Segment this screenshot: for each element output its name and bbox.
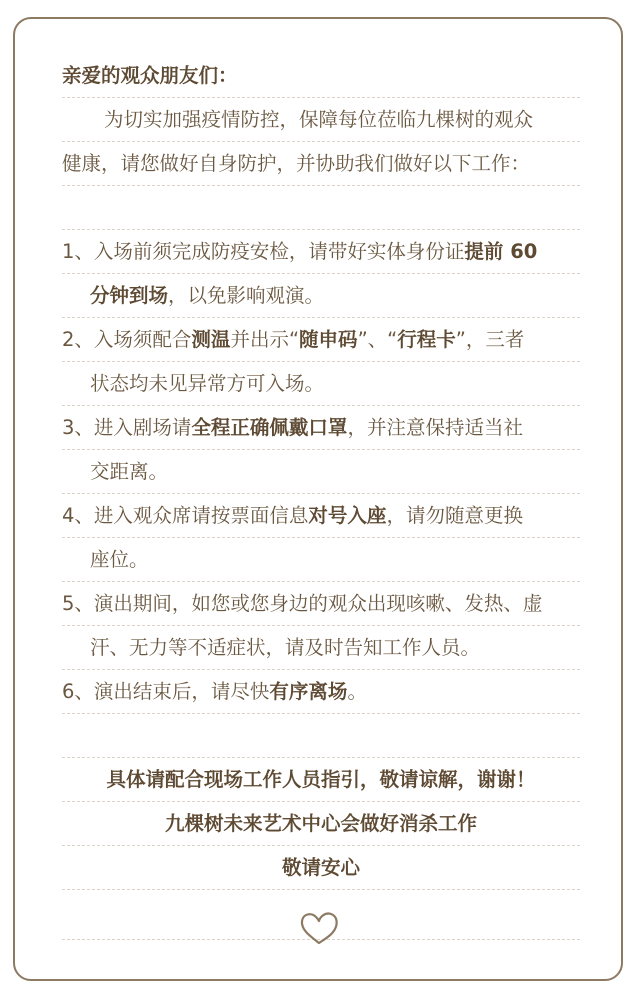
item-text: 并出示“ [230, 328, 300, 351]
notice-item-4-line-1 [62, 494, 580, 538]
item-text: ，请勿随意更换 [386, 504, 523, 527]
heart-icon [298, 909, 340, 947]
emphasis-text: 对号入座 [308, 504, 387, 527]
notice-item-3-line-2 [62, 450, 580, 494]
intro-line-2: 健康，请您做好自身防护，并协助我们做好以下工作： [62, 142, 580, 186]
item-text: 5、演出期间，如您或您身边的观众出现咳嗽、发热、虚 [62, 592, 543, 615]
closing-line-3: 敬请安心 [62, 846, 580, 890]
notice-item-5-line-1 [62, 582, 580, 626]
emphasis-text: 提前 60 [464, 240, 538, 263]
notice-item-5-line-2 [62, 626, 580, 670]
emphasis-text: 行程卡 [397, 328, 456, 351]
notice-item-6-line-1 [62, 670, 580, 714]
item-text: 1、入场前须完成防疫安检，请带好实体身份证 [62, 240, 465, 263]
item-text: ，并注意保持适当社 [347, 416, 523, 439]
notice-item-1-line-1 [62, 230, 580, 274]
item-text: 状态均未见异常方可入场。 [90, 372, 325, 395]
emphasis-text: 随申码 [299, 328, 358, 351]
emphasis-text: 有序离场 [269, 680, 348, 703]
item-text: ，以免影响观演。 [168, 284, 325, 307]
closing-line-2: 九棵树未来艺术中心会做好消杀工作 [62, 802, 580, 846]
item-text: ”，三者 [455, 328, 525, 351]
notice-item-1-line-2 [62, 274, 580, 318]
item-text: 4、进入观众席请按票面信息 [62, 504, 309, 527]
item-text: ”、“ [357, 328, 398, 351]
blank-rule [62, 714, 580, 758]
notice-item-3-line-1 [62, 406, 580, 450]
notice-item-4-line-2 [62, 538, 580, 582]
intro-line-1: 为切实加强疫情防控，保障每位莅临九棵树的观众 [62, 98, 580, 142]
item-text: 汗、无力等不适症状，请及时告知工作人员。 [90, 636, 481, 659]
notice-item-2-line-1 [62, 318, 580, 362]
item-text: 6、演出结束后，请尽快 [62, 680, 270, 703]
item-text: 2、入场须配合 [62, 328, 192, 351]
item-text: 3、进入剧场请 [62, 416, 192, 439]
emphasis-text: 全程正确佩戴口罩 [191, 416, 348, 439]
item-text: 交距离。 [90, 460, 169, 483]
blank-rule [62, 186, 580, 230]
closing-line-1: 具体请配合现场工作人员指引，敬请谅解，谢谢！ [62, 758, 580, 802]
emphasis-text: 分钟到场 [90, 284, 169, 307]
greeting: 亲爱的观众朋友们： [62, 54, 580, 98]
emphasis-text: 测温 [191, 328, 231, 351]
notice-item-2-line-2 [62, 362, 580, 406]
item-text: 座位。 [90, 548, 149, 571]
item-text: 。 [347, 680, 367, 703]
